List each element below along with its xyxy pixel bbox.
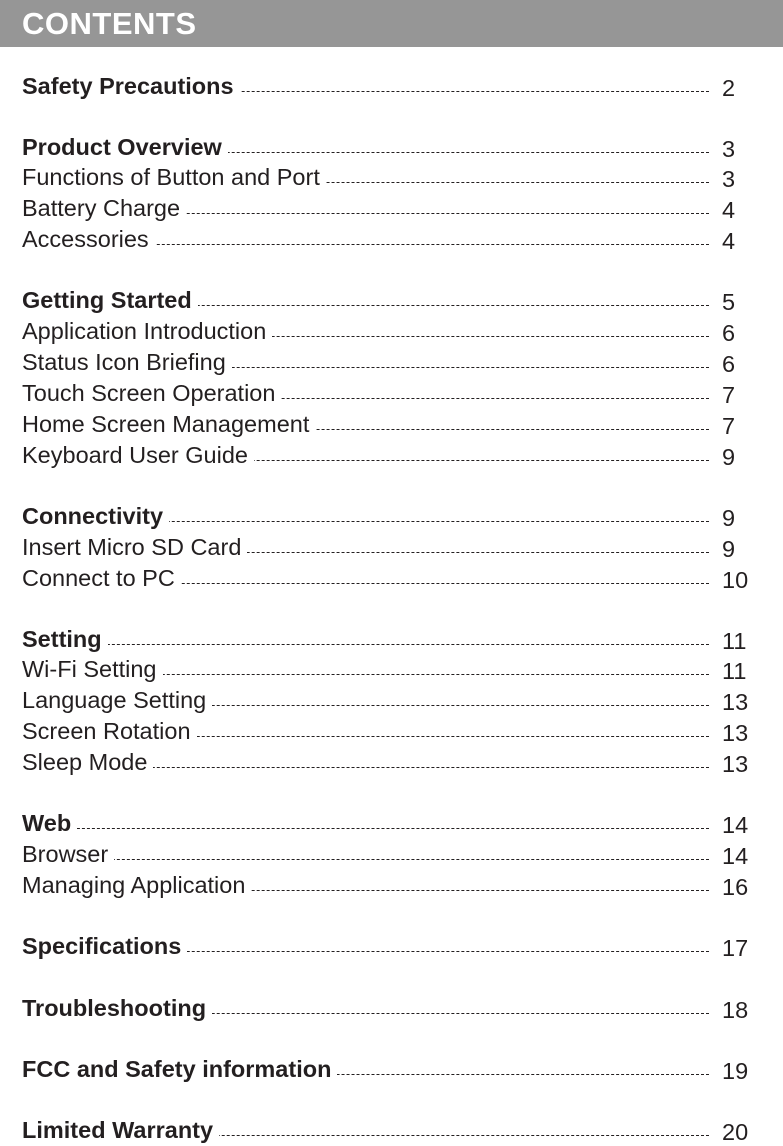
toc-entry-label: Troubleshooting bbox=[22, 994, 212, 1022]
dot-leader bbox=[22, 828, 709, 829]
toc-entry-label: Application Introduction bbox=[22, 317, 272, 345]
toc-entry-page-number: 13 bbox=[722, 720, 749, 746]
toc-entry bbox=[22, 625, 747, 654]
toc-entry-page-number: 17 bbox=[722, 935, 749, 961]
toc-entry-label: Connect to PC bbox=[22, 564, 181, 592]
toc-entry-label: Insert Micro SD Card bbox=[22, 533, 247, 561]
toc-entry-label: Getting Started bbox=[22, 286, 198, 314]
toc-entry-label: Accessories bbox=[22, 225, 155, 253]
toc-entry-page-number: 6 bbox=[722, 320, 736, 346]
toc-entry-label: Wi-Fi Setting bbox=[22, 655, 163, 683]
toc-entry bbox=[22, 410, 736, 439]
toc-entry-page-number: 9 bbox=[722, 444, 736, 470]
toc-entry bbox=[22, 717, 749, 746]
dot-leader bbox=[22, 859, 709, 860]
toc-entry bbox=[22, 840, 749, 869]
toc-entry-label: Connectivity bbox=[22, 502, 169, 530]
toc-entry-label: Screen Rotation bbox=[22, 717, 197, 745]
toc-entry-page-number: 13 bbox=[722, 689, 749, 715]
dot-leader bbox=[22, 644, 709, 645]
toc-entry-page-number: 7 bbox=[722, 382, 736, 408]
toc-entry bbox=[22, 533, 736, 562]
toc-entry-label: Limited Warranty bbox=[22, 1116, 219, 1144]
toc-entry bbox=[22, 286, 736, 315]
toc-entry-label: Setting bbox=[22, 625, 108, 653]
toc-entry bbox=[22, 809, 749, 838]
toc-entry-page-number: 16 bbox=[722, 874, 749, 900]
toc-entry-label: FCC and Safety information bbox=[22, 1055, 337, 1083]
toc-entry bbox=[22, 564, 749, 593]
page-title: CONTENTS bbox=[22, 6, 197, 41]
toc-entry-page-number: 10 bbox=[722, 567, 749, 593]
toc-entry-label: Managing Application bbox=[22, 871, 251, 899]
toc-entry bbox=[22, 133, 736, 162]
toc-entry-page-number: 9 bbox=[722, 536, 736, 562]
toc-entry-page-number: 5 bbox=[722, 289, 736, 315]
toc-entry bbox=[22, 194, 736, 223]
toc-entry-page-number: 2 bbox=[722, 75, 736, 101]
toc-entry-page-number: 4 bbox=[722, 197, 736, 223]
toc-entry-page-number: 7 bbox=[722, 413, 736, 439]
toc-entry-page-number: 6 bbox=[722, 351, 736, 377]
toc-entry-page-number: 11 bbox=[722, 658, 747, 684]
toc-entry bbox=[22, 748, 749, 777]
toc-entry-label: Language Setting bbox=[22, 686, 212, 714]
toc-entry-page-number: 4 bbox=[722, 228, 736, 254]
toc-entry-page-number: 13 bbox=[722, 751, 749, 777]
toc-entry bbox=[22, 655, 747, 684]
toc-entry-page-number: 3 bbox=[722, 166, 736, 192]
toc-entry bbox=[22, 317, 736, 346]
toc-entry-label: Web bbox=[22, 809, 77, 837]
toc-entry bbox=[22, 379, 736, 408]
toc-entry-page-number: 9 bbox=[722, 505, 736, 531]
toc-entry bbox=[22, 163, 736, 192]
toc-entry-label: Status Icon Briefing bbox=[22, 348, 232, 376]
toc-entry bbox=[22, 225, 736, 254]
toc-entry-label: Home Screen Management bbox=[22, 410, 315, 438]
toc-entry bbox=[22, 502, 736, 531]
toc-entry-label: Touch Screen Operation bbox=[22, 379, 281, 407]
toc-entry bbox=[22, 994, 749, 1023]
toc-entry-page-number: 18 bbox=[722, 997, 749, 1023]
toc-entry-page-number: 14 bbox=[722, 843, 749, 869]
toc-entry bbox=[22, 1116, 749, 1145]
toc-entry bbox=[22, 686, 749, 715]
toc-entry bbox=[22, 348, 736, 377]
toc-entry bbox=[22, 1055, 749, 1084]
toc-entry-label: Functions of Button and Port bbox=[22, 163, 326, 191]
toc-entry-label: Product Overview bbox=[22, 133, 228, 161]
toc-entry-page-number: 3 bbox=[722, 136, 736, 162]
toc-entry-label: Safety Precautions bbox=[22, 72, 240, 100]
toc-entry bbox=[22, 932, 749, 961]
toc-entry-page-number: 19 bbox=[722, 1058, 749, 1084]
toc-entry-page-number: 11 bbox=[722, 628, 747, 654]
toc-entry-page-number: 14 bbox=[722, 812, 749, 838]
toc-entry-page-number: 20 bbox=[722, 1119, 749, 1145]
toc-entry bbox=[22, 871, 749, 900]
toc-entry-label: Keyboard User Guide bbox=[22, 441, 254, 469]
toc-entry-label: Browser bbox=[22, 840, 114, 868]
toc-entry-label: Sleep Mode bbox=[22, 748, 153, 776]
toc-entry-label: Specifications bbox=[22, 932, 187, 960]
toc-entry-label: Battery Charge bbox=[22, 194, 186, 222]
toc-entry bbox=[22, 72, 736, 101]
toc-entry bbox=[22, 441, 736, 470]
